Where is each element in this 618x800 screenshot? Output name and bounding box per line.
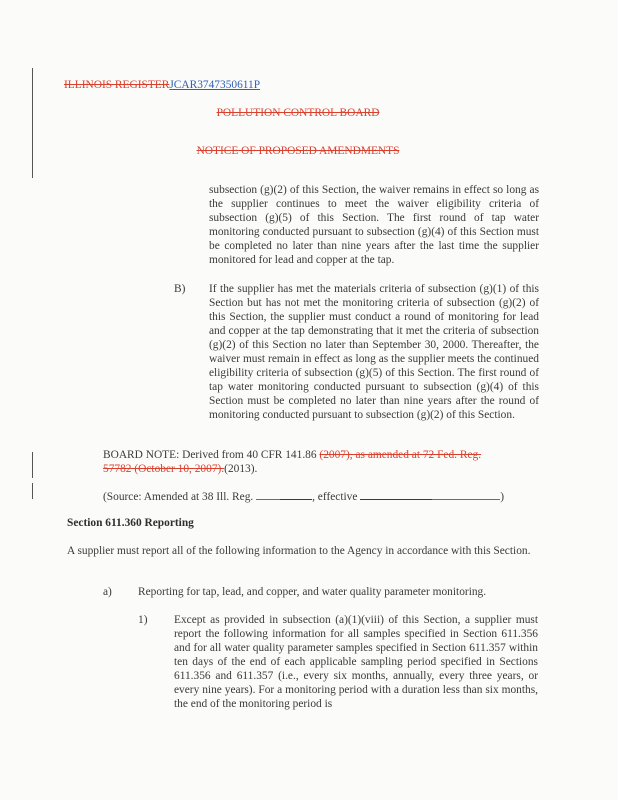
register-title-struck: ILLINOIS REGISTER: [64, 79, 170, 91]
source-mid: , effective: [312, 491, 361, 503]
board-note-struck-2: 57782 (October 10, 2007).: [103, 463, 225, 475]
board-title: POLLUTION CONTROL BOARD: [216, 107, 380, 119]
revision-bar: [32, 68, 33, 178]
section-intro: A supplier must report all of the following information to the Agency in accordance with this Section.: [67, 545, 531, 557]
source-blank-page: [280, 488, 312, 500]
source-line: [103, 488, 543, 504]
item-1-label: 1): [138, 614, 148, 626]
source-lead: (Source: Amended at 38 Ill. Reg.: [103, 491, 257, 503]
item-1-paragraph: [174, 613, 538, 711]
board-note-lead: BOARD NOTE: Derived from 40 CFR 141.86: [103, 449, 320, 461]
source-tail: ): [500, 491, 505, 503]
notice-title: NOTICE OF PROPOSED AMENDMENTS: [196, 145, 400, 157]
source-blank-date: [360, 488, 432, 500]
board-note: [103, 448, 543, 476]
revision-bar: [32, 483, 33, 499]
source-blank-date-red: [432, 488, 500, 500]
item-a-label: a): [103, 586, 112, 598]
source-blank-volume: [256, 488, 280, 500]
item-b-label: B): [174, 283, 186, 295]
continued-paragraph-text: subsection (g)(2) of this Section, the waiver remains in effect so long as the supplier continues to meet the waiver eligibility criteria of subsection (g)(5) of this Section. The first round of tap water monitoring conducted pursuant to subsection (g)(4) of this Section must be completed no later than nine years after the last time the supplier monitored for lead and copper at the tap.: [209, 184, 539, 266]
continued-paragraph: [209, 183, 539, 267]
revision-bar: [32, 452, 33, 478]
board-note-struck-1: (2007), as amended at 72 Fed. Reg.: [319, 449, 482, 461]
register-id: JCAR3747350611P: [169, 79, 261, 91]
section-heading: Section 611.360 Reporting: [67, 517, 194, 529]
item-b-text: If the supplier has met the materials criteria of subsection (g)(1) of this Section but has not met the monitoring criteria of subsection (g)(2) of this Section, the supplier must conduct a round of monitoring for lead and copper at the tap demonstrating that it met the criteria of subsection (g)(2) of this Section no later than September 30, 2000. Thereafter, the waiver must remain in effect as long as the supplier meets the continued eligibility criteria of subsection (g)(5) of this Section. The first round of tap water monitoring conducted pursuant to subsection (g)(4) of this Section must be completed no later than nine years after the round of monitoring conducted pursuant to subsection (g)(2) of this Section.: [209, 283, 539, 421]
item-b-paragraph: [209, 282, 539, 422]
item-1-text: Except as provided in subsection (a)(1)(viii) of this Section, a supplier must report the following information for all samples specified in Section 611.356 and for all water quality parameter samples specified in Section 611.357 within ten days of the end of each applicable sampling period specified in Sections 611.356 and 611.357 (i.e., every six months, annually, every three years, or every nine years). For a monitoring period with a duration less than six months, the end of the monitoring period is: [174, 614, 538, 710]
board-note-tail: (2013).: [224, 463, 258, 475]
register-line: [64, 78, 364, 92]
item-a-text: Reporting for tap, lead, and copper, and water quality parameter monitoring.: [138, 586, 487, 598]
